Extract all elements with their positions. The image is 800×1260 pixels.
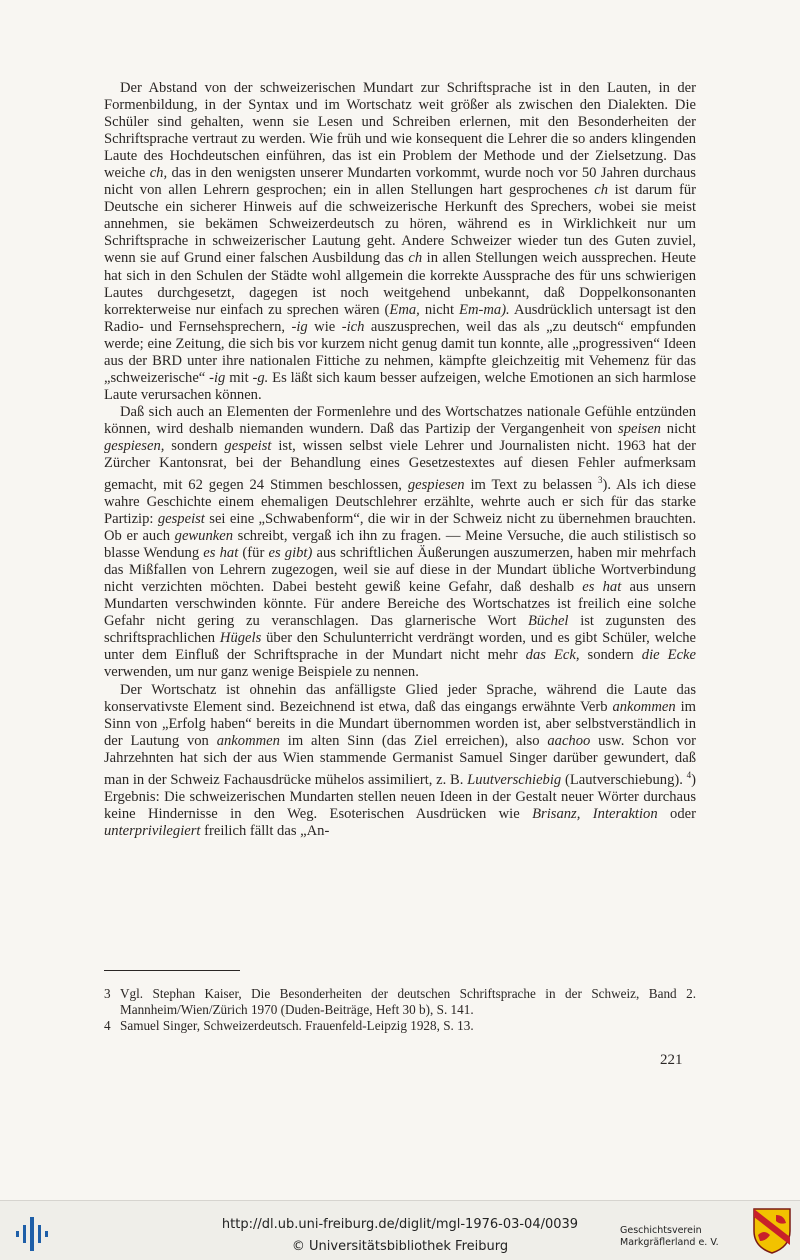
italic-term: ch, xyxy=(149,165,168,182)
italic-term: gespeist xyxy=(157,511,205,528)
italic-term: -ig xyxy=(209,369,226,386)
text-run: verwenden, um nur ganz wenige Beispiele zu nennen. xyxy=(104,664,419,681)
italic-term: Em-ma). xyxy=(459,301,510,318)
text-run: ). Als ich diese wahre Geschichte einem ehemaligen Deutschlehrer erzählte, wehrte auch er sich für das starke Partizip: xyxy=(104,476,696,528)
text-run: sondern xyxy=(164,437,225,454)
italic-term: gespiesen xyxy=(407,476,465,493)
paragraph xyxy=(104,80,696,404)
publisher-line-1: Geschichtsverein xyxy=(620,1225,702,1236)
coat-of-arms-icon xyxy=(752,1207,792,1255)
text-run: auszusprechen, weil das als „zu deutsch“ empfunden werde; eine Zeitung, die sich bis vor kurzem nicht genug damit tun konnte, alle „progressiven“ Ideen aus der BRD unter ihre nationalen Fittiche zu nehmen, kämpfte gleichzeitig mit Vehemenz für das „schweizerische“ xyxy=(104,318,696,386)
text-run: (Lautverschiebung). xyxy=(561,771,687,788)
italic-term: aachoo xyxy=(547,732,591,749)
text-run: ist, wissen selbst viele Lehrer und Journalisten nicht. 1963 hat der Zürcher Kantonsrat, bei der Behandlung eines Gesetzestextes auf diesen Fehler aufmerksam gemacht, mit 62 gegen 24 Stimmen beschlossen, xyxy=(104,437,696,493)
library-logo-icon xyxy=(12,1215,52,1251)
text-run: Ausdrücklich untersagt ist den Radio- und Fernsehsprechern, xyxy=(104,301,696,335)
italic-term: unterprivilegiert xyxy=(104,822,201,839)
text-run: wie xyxy=(307,318,342,335)
italic-term: speisen xyxy=(618,420,661,437)
italic-term: das Eck, xyxy=(525,647,580,664)
italic-term: ch xyxy=(594,182,609,199)
viewer-footer xyxy=(0,1200,800,1260)
italic-term: -g. xyxy=(252,369,269,386)
text-run: ist zugunsten des schriftsprachlichen xyxy=(104,613,696,647)
text-run: (für xyxy=(238,545,269,562)
copyright-notice: © Universitätsbibliothek Freiburg xyxy=(291,1239,509,1254)
text-run: das in den wenigsten unserer Mundarten vorkommt, wurde noch vor 50 Jahren durchaus nicht von allen Lehrern gesprochen; ein in allen Stellungen hart gesprochenes xyxy=(104,165,696,199)
page-number: 221 xyxy=(660,1052,683,1068)
text-run: nicht xyxy=(660,420,696,437)
text-run: schreibt, vergaß ich ihn zu fragen. — Meine Versuche, die auch stilistisch so blasse Wendung xyxy=(104,528,696,562)
italic-term: ankommen xyxy=(216,732,280,749)
text-run: freilich fällt das „An- xyxy=(200,822,330,839)
text-run: im Text zu belassen xyxy=(464,476,599,493)
text-run: sei eine „Schwabenform“, die wir in der Schweiz nicht zu übernehmen brauchten. Ob er auch xyxy=(104,511,696,545)
text-run: mit xyxy=(225,369,253,386)
italic-term: -ig xyxy=(291,318,308,335)
italic-term: es hat xyxy=(203,545,239,562)
italic-term: -ich xyxy=(341,318,365,335)
text-run: Daß sich auch an Elementen der Formenlehre und des Wortschatzes nationale Gefühle entzünden können, wird deshalb niemanden wundern. Daß das Partizip der Vergangenheit von xyxy=(104,403,696,437)
text-run: oder xyxy=(657,805,696,822)
text-run: aus schriftlichen Äußerungen auszumerzen, haben mir mehrfach das Mißfallen von Lehrern zugezogen, weil sie auf diese in der Mundart übliche Wortverbindung nicht verzichten möchten. Dabei besteht gewiß keine Gefahr, daß deshalb xyxy=(104,545,697,596)
text-run: über den Schulunterricht verdrängt worden, und es gibt Schüler, welche unter dem Einfluß der Schriftsprache in der Mundart nicht mehr xyxy=(104,630,696,664)
italic-term: die Ecke xyxy=(641,647,696,664)
text-run: ist darum für Deutsche ein sicherer Hinweis auf die schweizerische Herkunft des Sprechers, wobei sie meist annehmen, sie bekämen Schweizerdeutsch zu hören, während es in Wirklichkeit nur um Schriftsprache in schweizerischer Lautung geht. Andere Schweizer wieder tun des Guten zuviel, wenn sie auf Grund einer falschen Ausbildung das xyxy=(104,182,696,267)
text-run: aus unsern Mundarten verschwinden könnte. Für andere Bereiche des Wortschatzes ist freilich eine solche Gefahr nicht gering zu veranschlagen. Das glarnerische Wort xyxy=(104,579,696,630)
italic-term: Luutverschiebig xyxy=(467,771,562,788)
paragraph xyxy=(104,682,696,840)
paragraph xyxy=(104,404,696,682)
italic-term: gespiesen, xyxy=(104,437,165,454)
italic-term: Ema, xyxy=(389,301,420,318)
footnotes xyxy=(104,986,696,1034)
publisher-line-2: Markgräflerland e. V. xyxy=(620,1237,719,1248)
text-run: im alten Sinn (das Ziel erreichen), also xyxy=(279,732,548,749)
footnote-ref: 3 xyxy=(598,475,603,486)
text-run: sondern xyxy=(579,647,642,664)
permalink-url[interactable]: http://dl.ub.uni-freiburg.de/diglit/mgl-1976-03-04/0039 xyxy=(221,1217,579,1232)
italic-term: ankommen xyxy=(612,698,676,715)
text-run: in allen Stellungen weich aussprechen. Heute hat sich in den Schulen der Städte wohl allgemein die korrekte Aussprache des für uns schwierigen Lautes durchgesetzt, dagegen ist noch weitgehend unbekannt, daß Doppelkonsonanten korrekterweise nur einfach zu sprechen wären ( xyxy=(104,250,696,318)
text-run: ) Ergebnis: Die schweizerischen Mundarten stellen neuen Ideen in der Gestalt neuer Wörter durchaus keine Hindernisse in den Weg. Esoterischen Ausdrücken wie xyxy=(104,771,696,822)
italic-term: gewunken xyxy=(174,528,233,545)
text-run: Der Abstand von der schweizerischen Mundart zur Schriftsprache ist in den Lauten, in der Formenbildung, in der Syntax und im Wortschatz weit größer als zwischen den Dialekten. Die Schüler sind gehalten, wenn sie Lesen und Schreiben erlernen, mit den Besonderheiten der Schriftsprache vertraut zu werden. Wie früh und wie konsequent die Lehrer die so anders klingenden Laute des Hochdeutschen einführen, das ist ein Problem der Methode und der Zielsetzung. Das weiche xyxy=(104,80,696,182)
italic-term: Brisanz, Interaktion xyxy=(532,805,658,822)
italic-term: Büchel xyxy=(527,613,569,630)
text-run: usw. Schon vor Jahrzehnten hat sich der aus Wien stammende Germanist Samuel Singer darüber gewundert, daß man in der Schweiz Fachausdrücke mühelos assimiliert, z. B. xyxy=(104,732,697,788)
footnote xyxy=(104,1018,696,1034)
footnote-ref: 4 xyxy=(686,769,692,780)
text-run: Es läßt sich kaum besser aufzeigen, welche Emotionen an sich harmlose Laute verursachen können. xyxy=(104,369,696,403)
italic-term: ch xyxy=(408,250,423,267)
text-run: nicht xyxy=(419,301,460,318)
body-text xyxy=(104,80,696,840)
footnote-number: 3 xyxy=(104,986,111,1001)
footnote-rule xyxy=(104,970,240,971)
footnote-number: 4 xyxy=(104,1018,111,1033)
footnote-text: Vgl. Stephan Kaiser, Die Besonderheiten der deutschen Schriftsprache in der Schweiz, Band 2. Mannheim/Wien/Zürich 1970 (Duden-Beiträge, Heft 30 b), S. 141. xyxy=(120,986,696,1017)
italic-term: es gibt) xyxy=(268,545,313,562)
italic-term: Hügels xyxy=(219,630,262,647)
publisher-name xyxy=(620,1225,746,1249)
italic-term: es hat xyxy=(582,579,622,596)
footnote xyxy=(104,986,696,1018)
text-run: im Sinn von „Erfolg haben“ bereits in die Mundart übernommen worden ist, aber selbstverständlich in der Lautung von xyxy=(104,698,696,749)
italic-term: gespeist xyxy=(224,437,272,454)
footnote-text: Samuel Singer, Schweizerdeutsch. Frauenfeld-Leipzig 1928, S. 13. xyxy=(120,1018,474,1033)
text-run: Der Wortschatz ist ohnehin das anfälligste Glied jeder Sprache, während die Laute das konservativste Element sind. Bezeichnend ist etwa, daß das eingangs erwähnte Verb xyxy=(104,681,696,715)
